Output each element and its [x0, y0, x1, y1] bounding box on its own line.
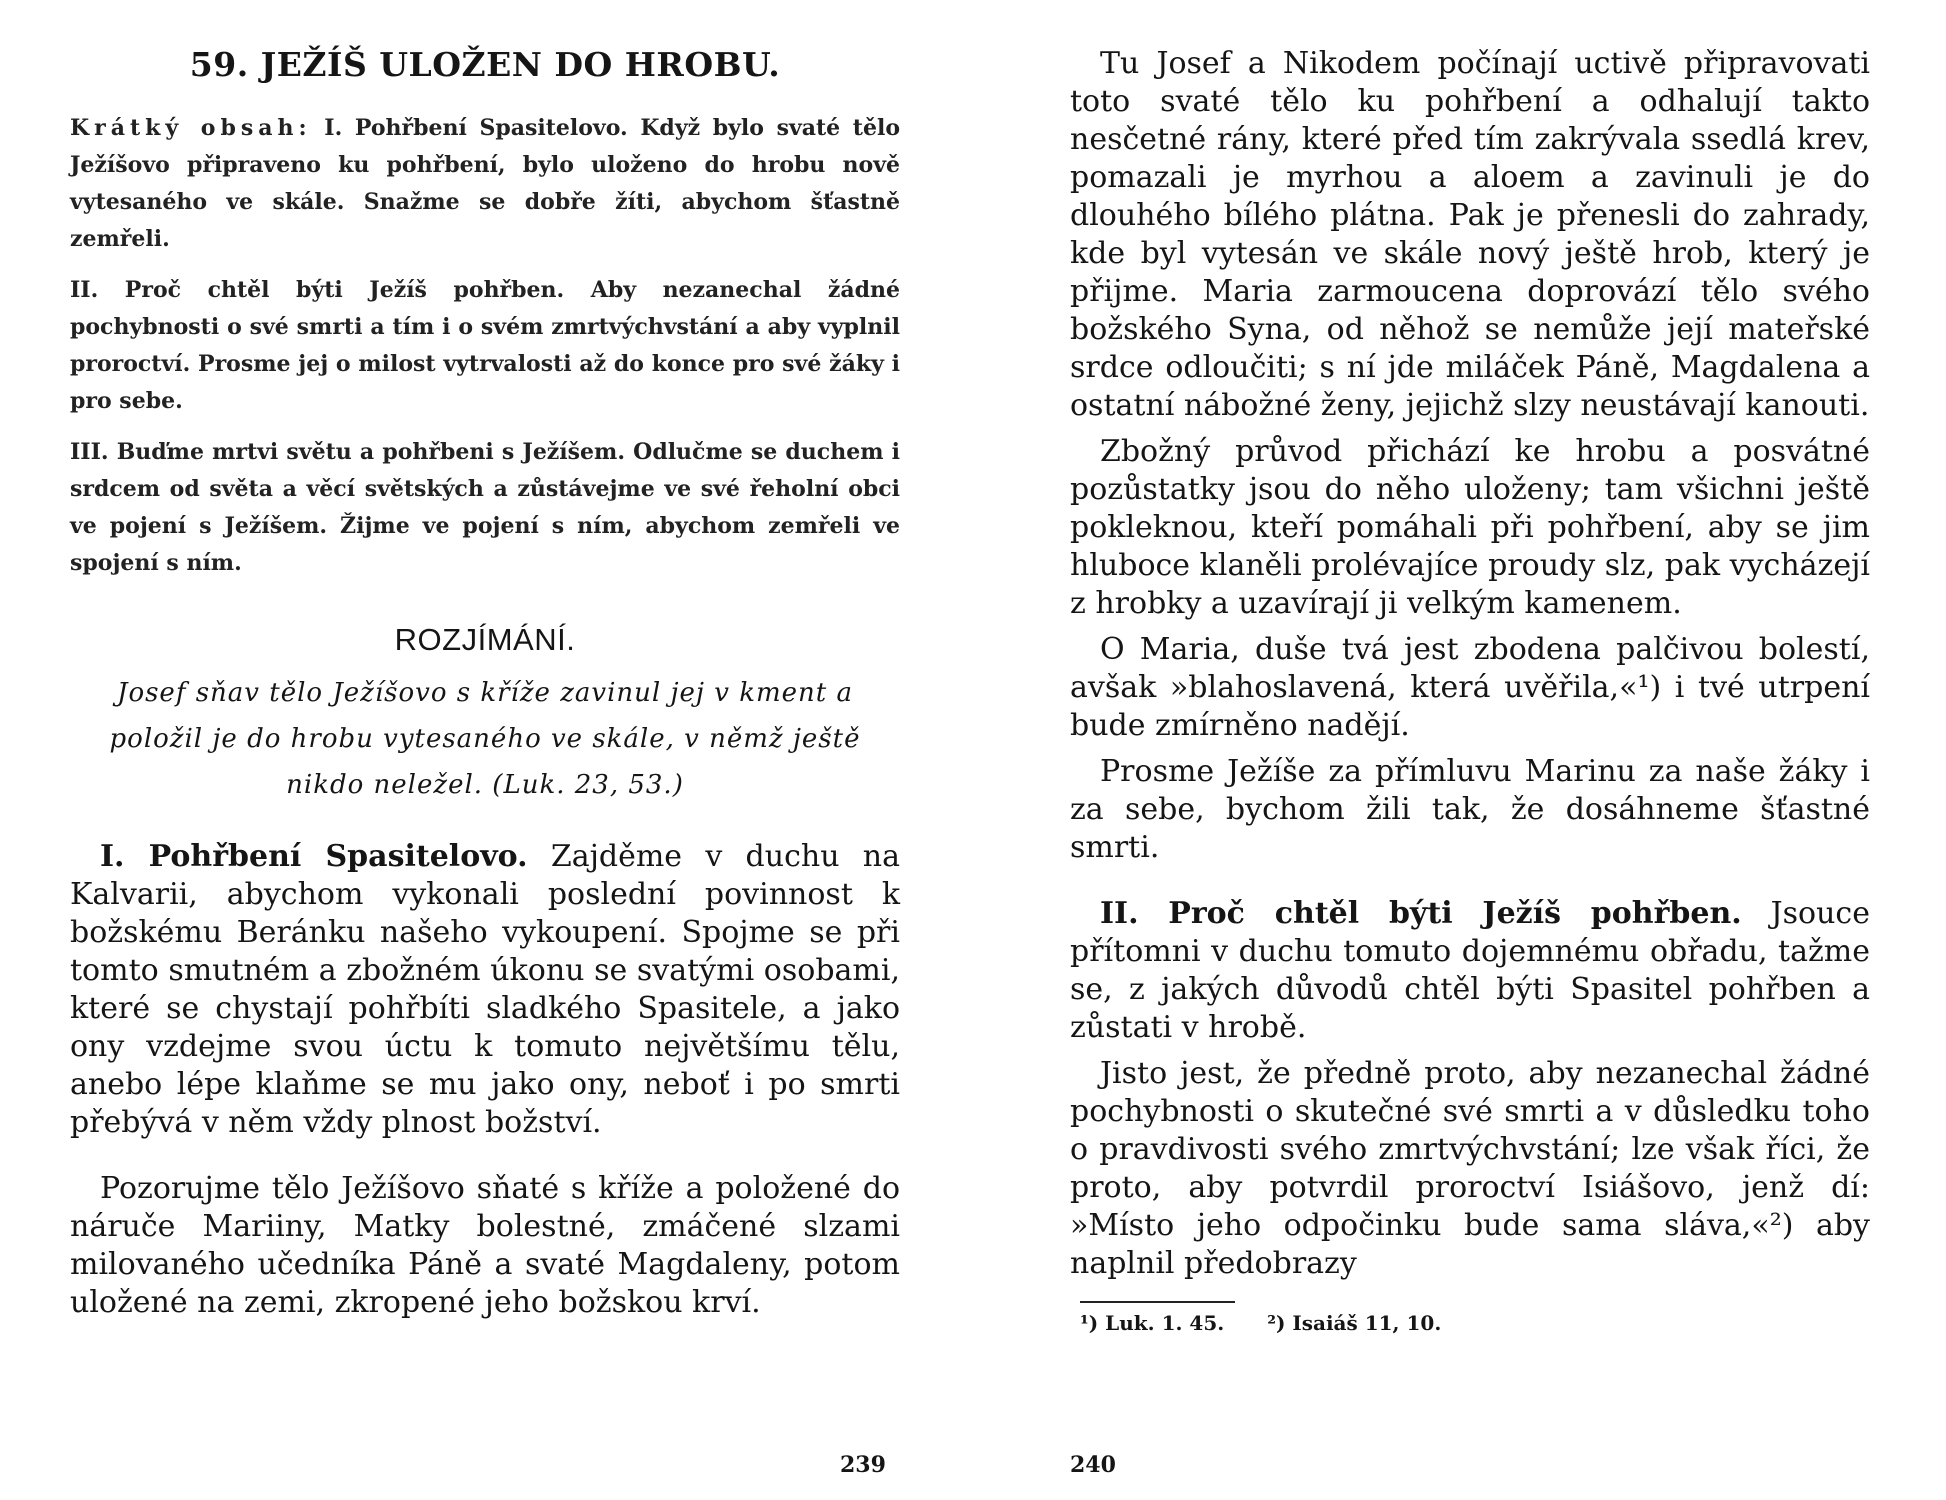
point-1-heading: I. Pohřbení Spasitelovo.: [100, 839, 528, 874]
chapter-title: 59. JEŽÍŠ ULOŽEN DO HROBU.: [189, 45, 781, 84]
summary-paragraph-3: [70, 434, 900, 582]
body-paragraph: Tu Josef a Nikodem počínají uctivě připravovati toto svaté tělo ku pohřbení a odhalují takto nesčetné rány, které před tím zakrývala ssedlá krev, pomazali je myrhou a aloem a zavinuli je do dlouhého bílého plátna. Pak je přenesli do zahrady, kde byl vytesán ve skále nový ještě hrob, který je přijme. Maria zarmoucena doprovází tělo svého božského Syna, od něhož se nemůže její mateřské srdce odloučiti; s ní jde miláček Páně, Magdalena a ostatní nábožné ženy, jejichž slzy neustávají kanouti.: [1070, 46, 1870, 423]
footnotes: [1080, 1311, 1870, 1335]
body-paragraph: Prosme Ježíše za přímluvu Marinu za naše žáky i za sebe, bychom žili tak, že dosáhneme šťastné smrti.: [1070, 754, 1870, 865]
body-paragraph: O Maria, duše tvá jest zbodena palčivou bolestí, avšak »blahoslavená, která uvěřila,«¹) i tvé utrpení bude zmírněno nadějí.: [1070, 632, 1870, 743]
body-paragraph: Jisto jest, že předně proto, aby nezanechal žádné pochybnosti o skutečné své smrti a v důsledku toho o pravdivosti svého zmrtvýchvstání; lze však říci, že proto, aby potvrdil proroctví Isiášovo, jenž dí: »Místo jeho odpočinku bude sama sláva,«²) aby naplnil předobrazy: [1070, 1056, 1870, 1281]
summary-point-1-text: Když bylo svaté tělo Ježíšovo připraveno ku pohřbení, bylo uloženo do hrobu nově vytesaného ve skále. Snažme se dobře žíti, abychom šťastně zemřeli.: [70, 115, 900, 252]
summary-paragraph-2: [70, 272, 900, 420]
point-2-text: Jsouce přítomni v duchu tomuto dojemnému obřadu, tažme se, z jakých důvodů chtěl býti Spasitel pohřben a zůstati v hrobě.: [1070, 896, 1870, 1045]
page-number-right: 240: [1070, 1452, 1116, 1478]
summary: [70, 110, 900, 582]
scripture-epigraph: Josef sňav tělo Ježíšovo s kříže zavinul jej v kment a položil je do hrobu vytesaného ve skále, v němž ještě nikdo neležel. (Luk. 23, 53.): [109, 678, 861, 800]
page-number-left: 239: [840, 1452, 886, 1478]
footnote-1: ¹) Luk. 1. 45.: [1080, 1311, 1225, 1335]
summary-point-2-text: Aby nezanechal žádné pochybnosti o své smrti a tím i o svém zmrtvýchvstání a aby vyplnil proroctví. Prosme jej o milost vytrvalosti až do konce pro své žáky i pro sebe.: [70, 277, 900, 414]
summary-paragraph-1: [70, 110, 900, 258]
body-paragraph: [70, 838, 900, 1142]
body-paragraph: [1070, 895, 1870, 1047]
body-paragraph: Zbožný průvod přichází ke hrobu a posvátné pozůstatky jsou do něho uloženy; tam všichni ještě pokleknou, kteří pomáhali při pohřbení, aby se jim hluboce klaněli prolévajíce proudy slz, pak vycházejí z hrobky a uzavírají ji velkým kamenem.: [1070, 434, 1870, 621]
meditation-heading: ROZJÍMÁNÍ.: [394, 622, 576, 657]
left-page: [70, 0, 900, 1500]
summary-point-1-title: I. Pohřbení Spasitelovo.: [324, 115, 628, 141]
summary-point-3-title: III. Buďme mrtvi světu a pohřbeni s Ježíšem.: [70, 439, 625, 465]
point-1-text: Zajděme v duchu na Kalvarii, abychom vykonali poslední povinnost k božskému Beránku našeho vykoupení. Spojme se při tomto smutném a zbožném úkonu se svatými osobami, které se chystají pohřbíti sladkého Spasitele, a jako ony vzdejme svou úctu k tomuto největšímu tělu, anebo lépe klaňme se mu jako ony, neboť i po smrti přebývá v něm vždy plnost božství.: [70, 839, 900, 1140]
left-body-text: [70, 838, 900, 1322]
right-body-text: [1070, 45, 1870, 1283]
footnote-divider: [1080, 1301, 1235, 1303]
summary-point-2-title: II. Proč chtěl býti Ježíš pohřben.: [70, 277, 565, 303]
right-page: [1070, 0, 1870, 1500]
point-2-heading: II. Proč chtěl býti Ježíš pohřben.: [1100, 896, 1742, 931]
summary-label: Krátký obsah:: [70, 115, 312, 141]
body-paragraph: Pozorujme tělo Ježíšovo sňaté s kříže a položené do náruče Mariiny, Matky bolestné, zmáčené slzami milovaného učedníka Páně a svaté Magdaleny, potom uložené na zemi, zkropené jeho božskou krví.: [70, 1171, 900, 1320]
footnote-2: ²) Isaiáš 11, 10.: [1267, 1311, 1442, 1335]
summary-point-3-text: Odlučme se duchem i srdcem od světa a věcí světských a zůstávejme ve své řeholní obci ve pojení s Ježíšem. Žijme ve pojení s ním, abychom zemřeli ve spojení s ním.: [70, 439, 900, 576]
